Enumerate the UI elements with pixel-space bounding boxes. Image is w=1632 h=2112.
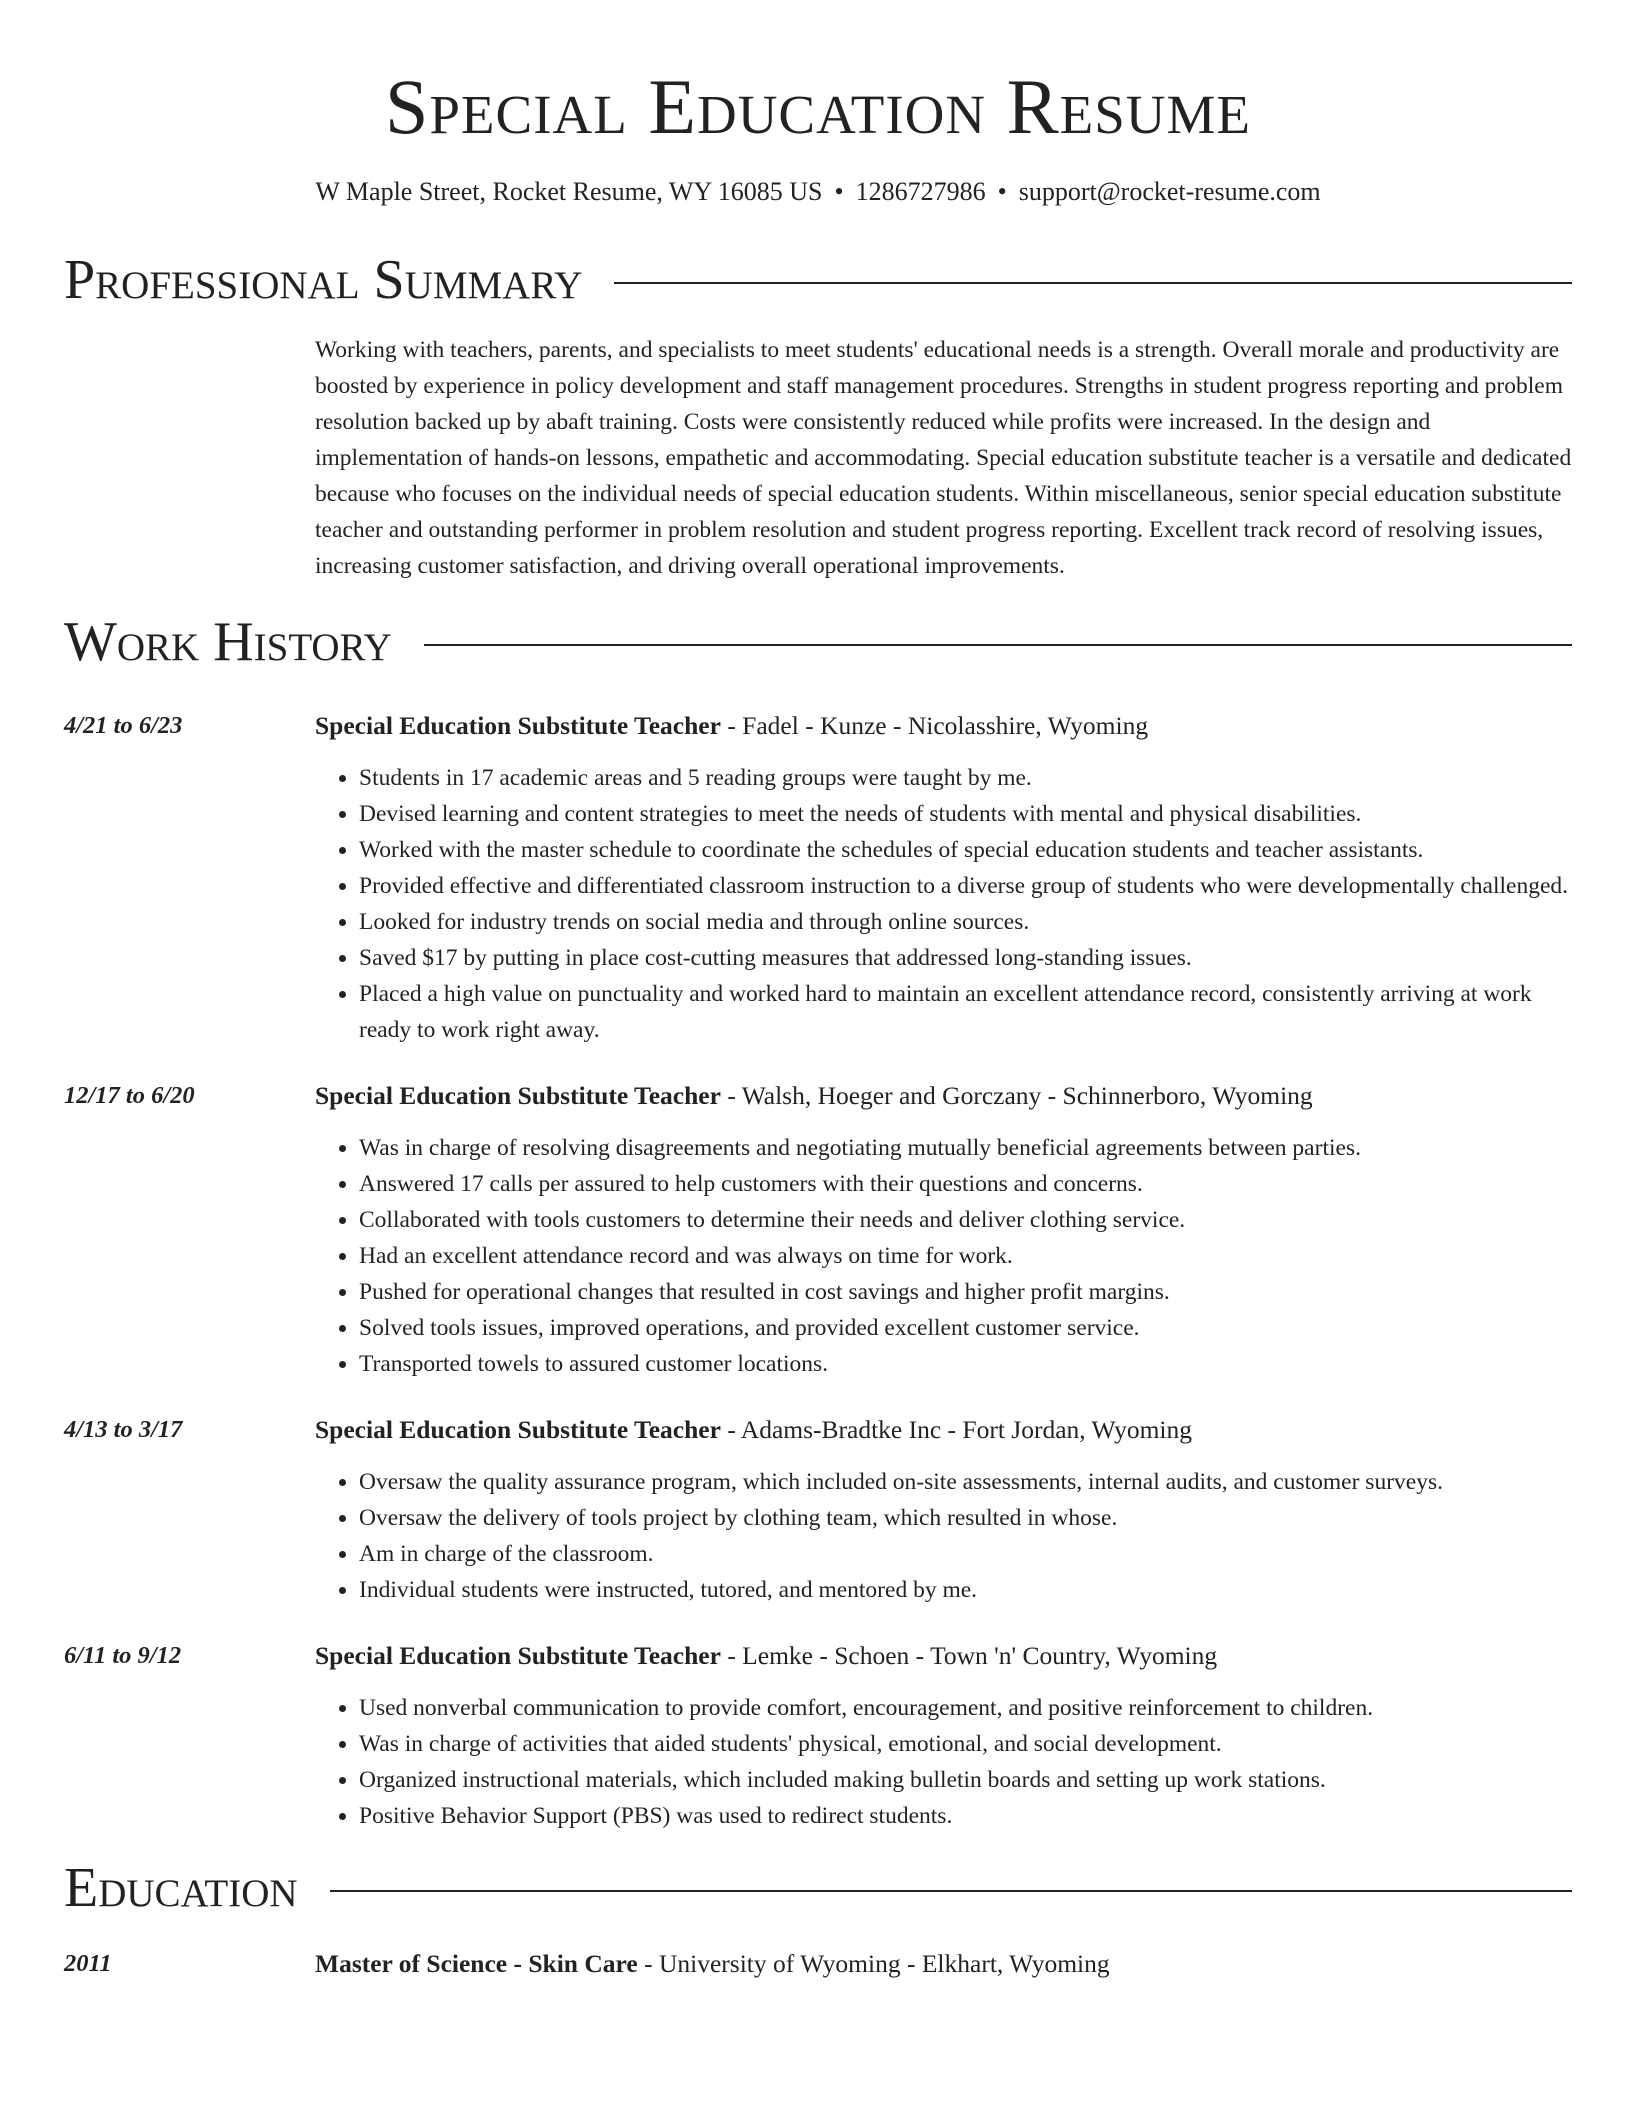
- job-body: [315, 1078, 1572, 1382]
- education-degree: Master of Science - Skin Care: [315, 1949, 638, 1978]
- education-school: - University of Wyoming - Elkhart, Wyoming: [637, 1949, 1110, 1978]
- summary-section-header: [64, 248, 1572, 312]
- bullet-item: • Collaborated with tools customers to determine their needs and deliver clothing service.: [359, 1202, 1572, 1238]
- contact-line: [64, 176, 1572, 208]
- job-employer: - Lemke - Schoen - Town 'n' Country, Wyoming: [720, 1641, 1218, 1670]
- bullet-item: • Saved $17 by putting in place cost-cutting measures that addressed long-standing issues.: [359, 940, 1572, 976]
- work-heading: Work History: [64, 611, 392, 673]
- job-title: Special Education Substitute Teacher: [315, 1081, 721, 1110]
- bullet-item: • Oversaw the quality assurance program, which included on-site assessments, internal audits, and customer surveys.: [359, 1464, 1572, 1500]
- education-heading: Education: [64, 1857, 298, 1919]
- bullet-item: • Pushed for operational changes that resulted in cost savings and higher profit margins.: [359, 1274, 1572, 1310]
- bullet-item: • Transported towels to assured customer locations.: [359, 1346, 1572, 1382]
- bullet-item: • Was in charge of resolving disagreements and negotiating mutually beneficial agreements between parties.: [359, 1130, 1572, 1166]
- resume-name: Special Education Resume: [384, 63, 1252, 150]
- section-divider: [424, 644, 1572, 646]
- bullet-item: • Devised learning and content strategies to meet the needs of students with mental and physical disabilities.: [359, 796, 1572, 832]
- bullet-item: • Positive Behavior Support (PBS) was used to redirect students.: [359, 1798, 1572, 1834]
- job-dates: 4/13 to 3/17: [64, 1416, 183, 1443]
- bullet-item: • Provided effective and differentiated classroom instruction to a diverse group of students who were developmentally challenged.: [359, 868, 1572, 904]
- bullet-item: • Organized instructional materials, which included making bulletin boards and setting up work stations.: [359, 1762, 1572, 1798]
- job-heading: [315, 1638, 1572, 1674]
- job-dates: 12/17 to 6/20: [64, 1082, 195, 1109]
- job-title: Special Education Substitute Teacher: [315, 1641, 721, 1670]
- job-body: [315, 708, 1572, 1048]
- job-employer: - Fadel - Kunze - Nicolasshire, Wyoming: [720, 711, 1149, 740]
- bullet-item: • Oversaw the delivery of tools project by clothing team, which resulted in whose.: [359, 1500, 1572, 1536]
- bullet-item: • Placed a high value on punctuality and worked hard to maintain an excellent attendance record, consistently arriving at work ready to work right away.: [359, 976, 1572, 1048]
- job-heading: [315, 708, 1572, 744]
- job-heading: [315, 1078, 1572, 1114]
- education-heading-line: [315, 1946, 1572, 1982]
- bullet-item: • Solved tools issues, improved operations, and provided excellent customer service.: [359, 1310, 1572, 1346]
- education-entry: [64, 1946, 1572, 1982]
- contact-address: W Maple Street, Rocket Resume, WY 16085 US: [315, 177, 823, 206]
- contact-phone: 1286727986: [855, 177, 986, 206]
- bullet-item: • Used nonverbal communication to provide comfort, encouragement, and positive reinforcement to children.: [359, 1690, 1572, 1726]
- bullet-item: • Am in charge of the classroom.: [359, 1536, 1572, 1572]
- bullet-item: • Worked with the master schedule to coordinate the schedules of special education students and teacher assistants.: [359, 832, 1572, 868]
- job-title: Special Education Substitute Teacher: [315, 1415, 721, 1444]
- job-employer: - Adams-Bradtke Inc - Fort Jordan, Wyoming: [720, 1415, 1193, 1444]
- job-dates: 6/11 to 9/12: [64, 1642, 182, 1669]
- education-section-header: [64, 1856, 1572, 1920]
- education-year: 2011: [64, 1950, 112, 1977]
- job-bullets: [315, 1130, 1572, 1382]
- section-divider: [614, 282, 1572, 284]
- job-bullets: [315, 1690, 1572, 1834]
- resume-page: [64, 0, 1572, 1982]
- bullet-item: • Looked for industry trends on social media and through online sources.: [359, 904, 1572, 940]
- job-body: [315, 1638, 1572, 1834]
- contact-email: support@rocket-resume.com: [1018, 177, 1321, 206]
- job-heading: [315, 1412, 1572, 1448]
- bullet-item: • Had an excellent attendance record and was always on time for work.: [359, 1238, 1572, 1274]
- job-employer: - Walsh, Hoeger and Gorczany - Schinnerboro, Wyoming: [720, 1081, 1313, 1110]
- job-title: Special Education Substitute Teacher: [315, 711, 721, 740]
- summary-heading: Professional Summary: [64, 249, 583, 311]
- contact-separator: •: [997, 177, 1007, 206]
- bullet-item: • Students in 17 academic areas and 5 reading groups were taught by me.: [359, 760, 1572, 796]
- education-body: [315, 1946, 1572, 1982]
- work-section-header: [64, 610, 1572, 674]
- job-dates: 4/21 to 6/23: [64, 712, 183, 739]
- job-body: [315, 1412, 1572, 1608]
- job-entry: [64, 1412, 1572, 1608]
- job-entry: [64, 1078, 1572, 1382]
- bullet-item: • Answered 17 calls per assured to help customers with their questions and concerns.: [359, 1166, 1572, 1202]
- contact-separator: •: [834, 177, 844, 206]
- summary-text: Working with teachers, parents, and specialists to meet students' educational needs is a strength. Overall morale and productivity are boosted by experience in policy development and staff management procedures. Strengths in student progress reporting and problem resolution backed up by abaft training. Costs were consistently reduced while profits were increased. In the design and implementation of hands-on lessons, empathetic and accommodating. Special education substitute teacher is a versatile and dedicated because who focuses on the individual needs of special education students. Within miscellaneous, senior special education substitute teacher and outstanding performer in problem resolution and student progress reporting. Excellent track record of resolving issues, increasing customer satisfaction, and driving overall operational improvements.: [315, 337, 1572, 579]
- section-divider: [330, 1890, 1572, 1892]
- job-entry: [64, 708, 1572, 1048]
- bullet-item: • Individual students were instructed, tutored, and mentored by me.: [359, 1572, 1572, 1608]
- job-bullets: [315, 760, 1572, 1048]
- job-bullets: [315, 1464, 1572, 1608]
- bullet-item: • Was in charge of activities that aided students' physical, emotional, and social development.: [359, 1726, 1572, 1762]
- job-entry: [64, 1638, 1572, 1834]
